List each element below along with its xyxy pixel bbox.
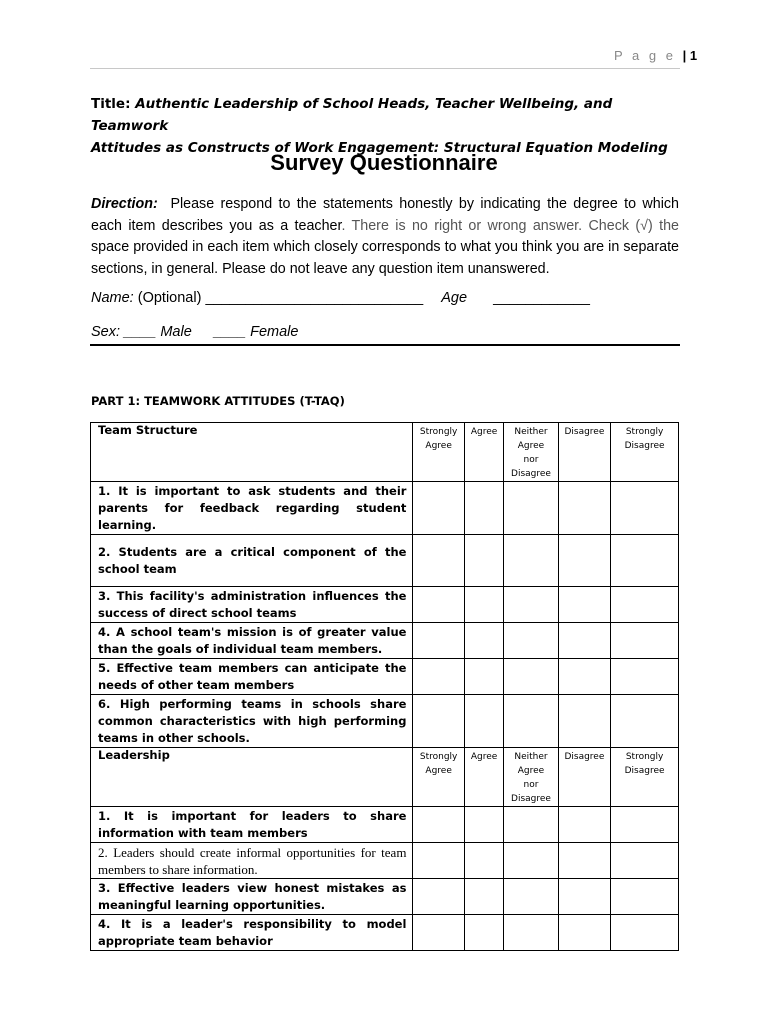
sex-male-option[interactable]: Sex: ____ Male <box>91 324 192 340</box>
scale-strongly-disagree: Strongly Disagree <box>611 748 679 807</box>
scale-neither: Neither Agree nor Disagree <box>504 748 558 807</box>
title-label: Title: <box>91 96 131 112</box>
check-cell-strongly-agree[interactable] <box>413 535 464 587</box>
check-cell-agree[interactable] <box>464 695 503 748</box>
section-title: Team Structure <box>91 423 413 482</box>
check-cell-neither[interactable] <box>504 587 558 623</box>
check-cell-agree[interactable] <box>464 587 503 623</box>
check-cell-agree[interactable] <box>464 915 503 951</box>
table-row <box>91 843 679 879</box>
check-cell-disagree[interactable] <box>558 535 610 587</box>
item-text: 2. Leaders should create informal opportunities for team members to share information. <box>91 843 413 879</box>
check-cell-strongly-disagree[interactable] <box>611 843 679 879</box>
check-cell-disagree[interactable] <box>558 659 610 695</box>
check-cell-disagree[interactable] <box>558 695 610 748</box>
check-cell-strongly-disagree[interactable] <box>611 659 679 695</box>
table-row <box>91 482 679 535</box>
check-cell-strongly-disagree[interactable] <box>611 535 679 587</box>
item-text: 6. High performing teams in schools share common characteristics with high performing teams in other schools. <box>91 695 413 748</box>
part-heading: PART 1: TEAMWORK ATTITUDES (T-TAQ) <box>91 394 345 408</box>
check-cell-disagree[interactable] <box>558 807 610 843</box>
table-row <box>91 915 679 951</box>
page-label: P a g e <box>614 48 676 63</box>
direction-text-3: space provided in each item which closely corresponds to what you think you are in separate sections, in general. Please do not leave any question item unanswered. <box>91 239 679 277</box>
item-text: 4. A school team's mission is of greater value than the goals of individual team members. <box>91 623 413 659</box>
check-cell-neither[interactable] <box>504 623 558 659</box>
check-cell-neither[interactable] <box>504 843 558 879</box>
scale-agree: Agree <box>464 748 503 807</box>
table-row <box>91 807 679 843</box>
check-cell-disagree[interactable] <box>558 879 610 915</box>
item-text: 1. It is important for leaders to share information with team members <box>91 807 413 843</box>
check-cell-neither[interactable] <box>504 915 558 951</box>
age-blank[interactable]: ____________ <box>493 290 590 306</box>
check-cell-disagree[interactable] <box>558 623 610 659</box>
direction-label: Direction: <box>91 196 158 212</box>
scale-neither: Neither Agree nor Disagree <box>504 423 558 482</box>
check-cell-agree[interactable] <box>464 659 503 695</box>
check-cell-strongly-agree[interactable] <box>413 843 464 879</box>
check-cell-neither[interactable] <box>504 879 558 915</box>
item-text: 2. Students are a critical component of the school team <box>91 535 413 587</box>
check-cell-agree[interactable] <box>464 807 503 843</box>
check-cell-strongly-disagree[interactable] <box>611 623 679 659</box>
item-text: 3. Effective leaders view honest mistakes as meaningful learning opportunities. <box>91 879 413 915</box>
survey-table <box>90 422 679 951</box>
check-cell-agree[interactable] <box>464 623 503 659</box>
scale-strongly-agree: Strongly Agree <box>413 748 464 807</box>
check-cell-disagree[interactable] <box>558 482 610 535</box>
check-cell-strongly-agree[interactable] <box>413 915 464 951</box>
page-heading: Survey Questionnaire <box>270 150 498 175</box>
name-age-line <box>91 290 590 306</box>
check-cell-neither[interactable] <box>504 482 558 535</box>
table-row <box>91 535 679 587</box>
table-row <box>91 695 679 748</box>
check-cell-agree[interactable] <box>464 843 503 879</box>
check-cell-strongly-disagree[interactable] <box>611 915 679 951</box>
section-divider <box>90 344 680 346</box>
check-cell-agree[interactable] <box>464 879 503 915</box>
item-text: 3. This facility's administration influences the success of direct school teams <box>91 587 413 623</box>
table-row <box>91 879 679 915</box>
check-cell-neither[interactable] <box>504 535 558 587</box>
table-row <box>91 659 679 695</box>
direction-paragraph <box>91 194 679 280</box>
item-text: 1. It is important to ask students and their parents for feedback regarding student learning. <box>91 482 413 535</box>
section-header-row <box>91 423 679 482</box>
scale-disagree: Disagree <box>558 748 610 807</box>
table-row <box>91 587 679 623</box>
check-cell-strongly-disagree[interactable] <box>611 879 679 915</box>
direction-text-1: Please respond to the statements honestly by indicating the degree to which each item describes you as a teacher <box>91 196 679 234</box>
age-label: Age <box>441 290 468 306</box>
scale-strongly-disagree: Strongly Disagree <box>611 423 679 482</box>
check-cell-strongly-agree[interactable] <box>413 623 464 659</box>
check-cell-agree[interactable] <box>464 482 503 535</box>
item-text: 4. It is a leader's responsibility to model appropriate team behavior <box>91 915 413 951</box>
check-cell-strongly-agree[interactable] <box>413 807 464 843</box>
scale-strongly-agree: Strongly Agree <box>413 423 464 482</box>
check-cell-disagree[interactable] <box>558 915 610 951</box>
title-line-1: Authentic Leadership of School Heads, Teacher Wellbeing, and Teamwork <box>91 96 613 134</box>
name-label: Name: <box>91 290 134 306</box>
check-cell-neither[interactable] <box>504 659 558 695</box>
check-cell-disagree[interactable] <box>558 843 610 879</box>
scale-agree: Agree <box>464 423 503 482</box>
sex-female-option[interactable]: ____ Female <box>213 324 299 340</box>
page-separator: | <box>682 48 687 63</box>
check-cell-strongly-agree[interactable] <box>413 482 464 535</box>
check-cell-disagree[interactable] <box>558 587 610 623</box>
scale-disagree: Disagree <box>558 423 610 482</box>
check-cell-strongly-disagree[interactable] <box>611 482 679 535</box>
check-cell-agree[interactable] <box>464 535 503 587</box>
check-cell-neither[interactable] <box>504 695 558 748</box>
table-row <box>91 623 679 659</box>
check-cell-strongly-disagree[interactable] <box>611 587 679 623</box>
page-number-value: 1 <box>689 48 698 63</box>
check-cell-strongly-agree[interactable] <box>413 879 464 915</box>
header-rule <box>90 68 680 69</box>
check-cell-strongly-agree[interactable] <box>413 587 464 623</box>
check-cell-strongly-agree[interactable] <box>413 659 464 695</box>
check-cell-strongly-disagree[interactable] <box>611 695 679 748</box>
check-cell-neither[interactable] <box>504 807 558 843</box>
item-text: 5. Effective team members can anticipate the needs of other team members <box>91 659 413 695</box>
section-header-row <box>91 748 679 807</box>
check-cell-strongly-disagree[interactable] <box>611 807 679 843</box>
section-title: Leadership <box>91 748 413 807</box>
check-cell-strongly-agree[interactable] <box>413 695 464 748</box>
direction-text-2: . There is no right or wrong answer. Check (√) the <box>341 217 679 234</box>
title-line-2: Attitudes as Constructs of Work Engagement: Structural Equation Modeling <box>91 140 668 156</box>
name-blank[interactable]: (Optional) ___________________________ <box>137 290 424 306</box>
sex-line <box>91 324 298 340</box>
page-number <box>614 48 697 63</box>
